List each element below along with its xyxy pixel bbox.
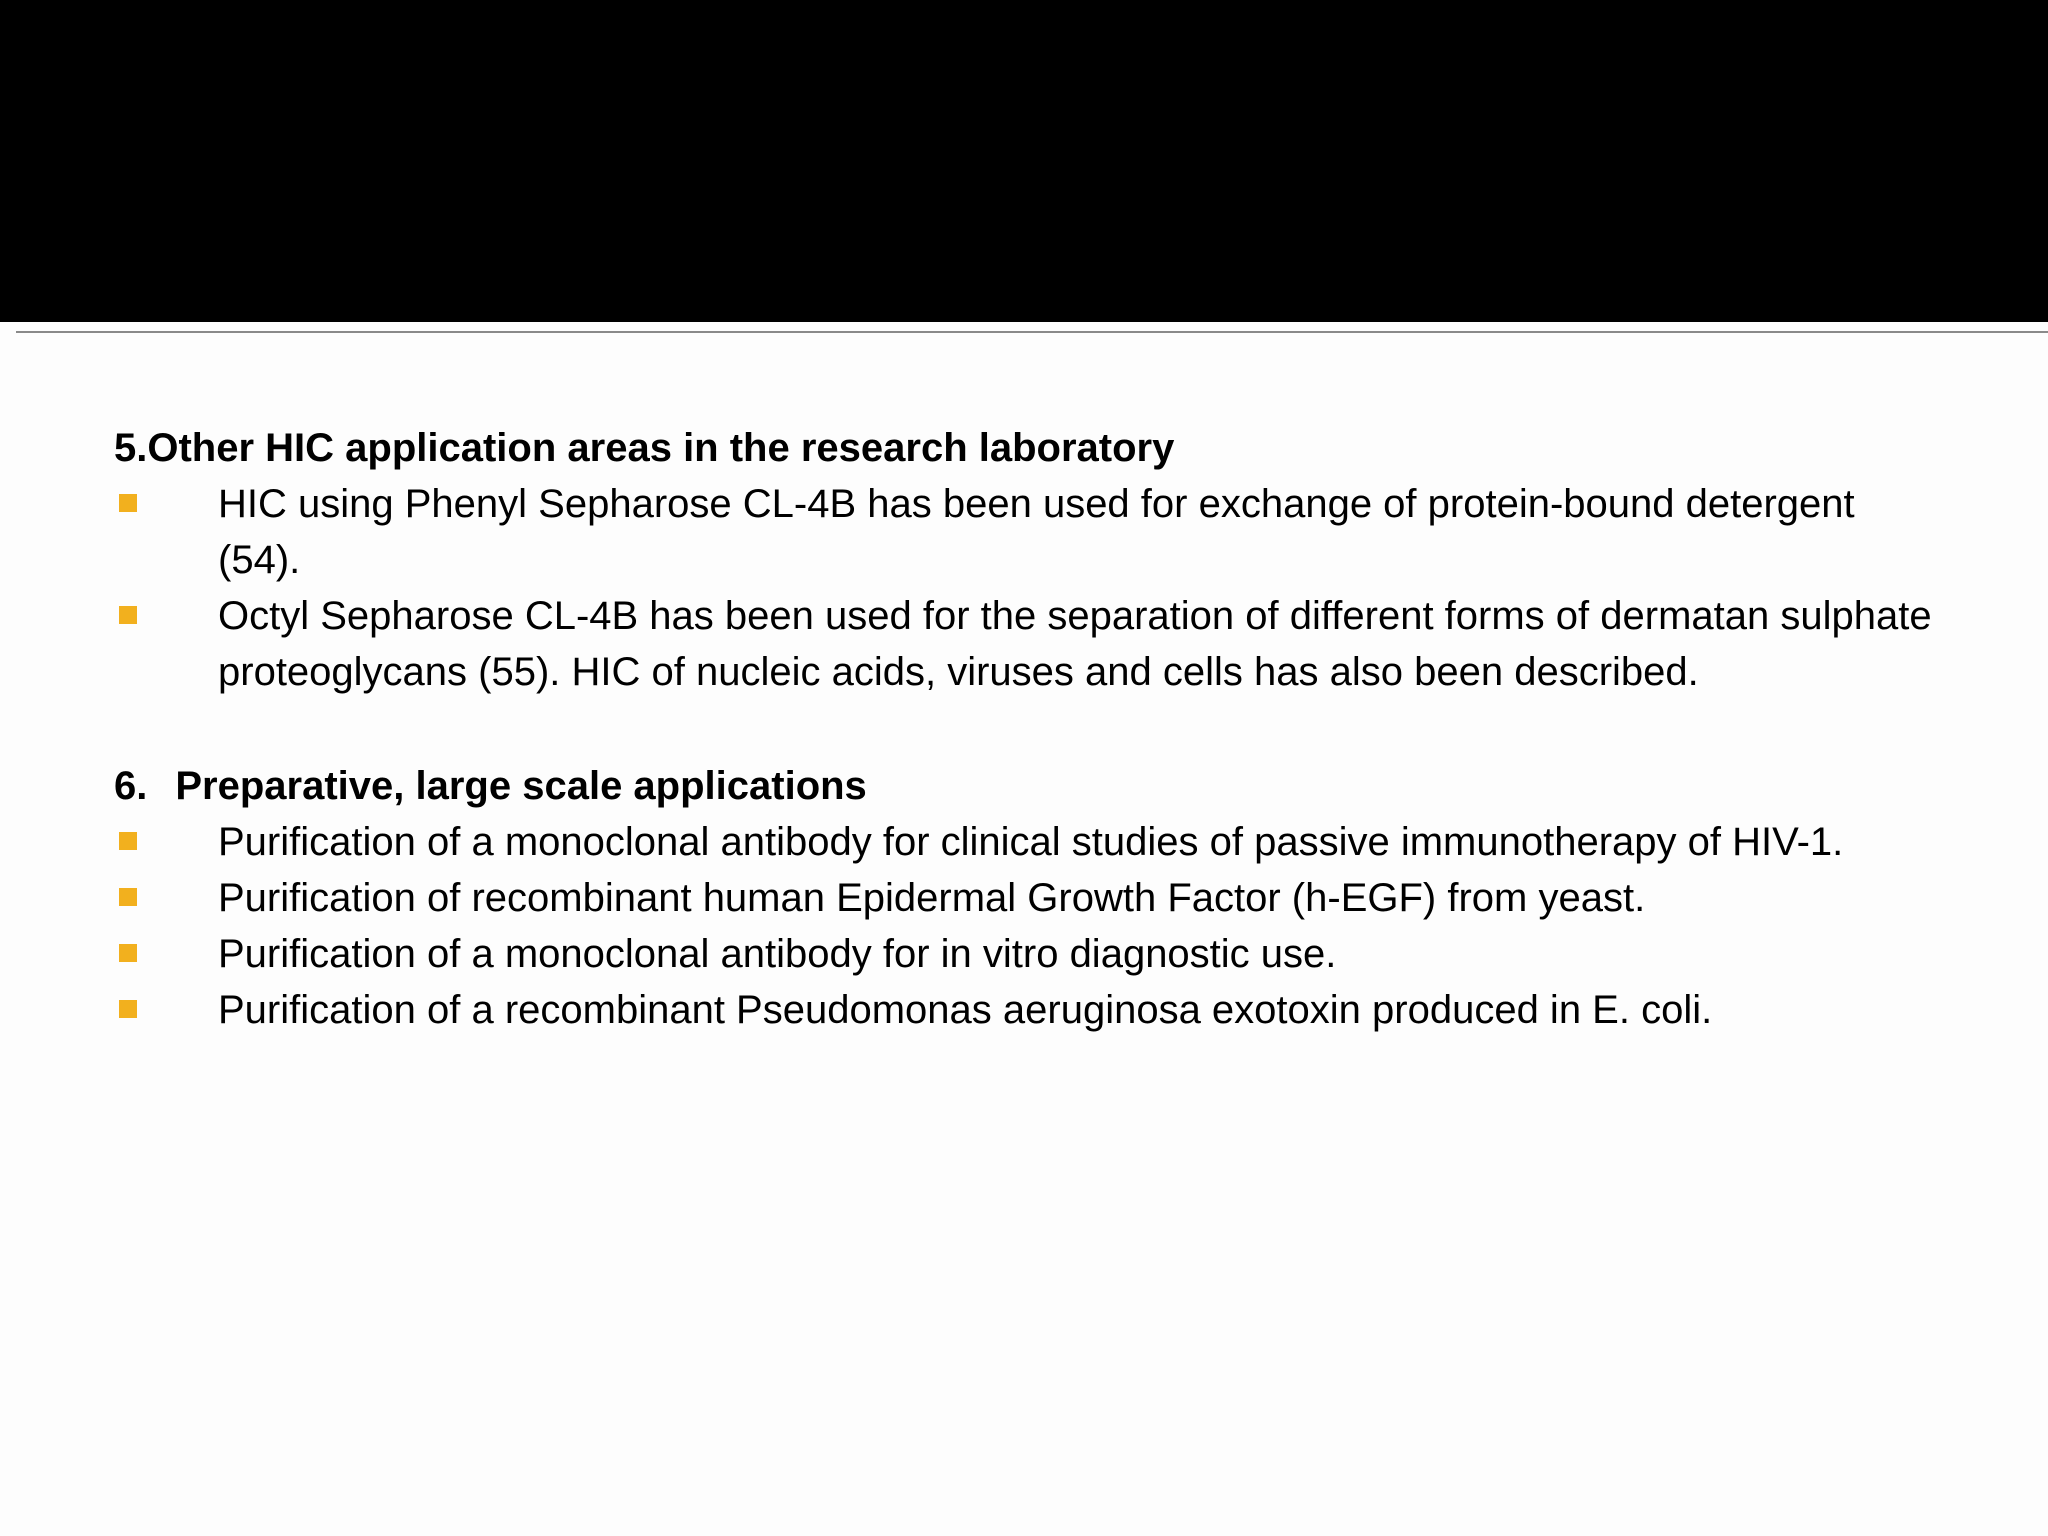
- bullet-list: [114, 476, 1934, 700]
- list-item: [114, 588, 1934, 700]
- list-item: [114, 814, 1934, 870]
- title-band: [0, 0, 2048, 322]
- list-item-text: Purification of a monoclonal antibody for in vitro diagnostic use.: [218, 932, 1337, 976]
- square-bullet-icon: [119, 888, 137, 906]
- list-item: [114, 476, 1934, 588]
- list-item-text: Purification of recombinant human Epidermal Growth Factor (h-EGF) from yeast.: [218, 876, 1646, 920]
- list-item-text: Purification of a recombinant Pseudomonas aeruginosa exotoxin produced in E. coli.: [218, 988, 1713, 1032]
- section-heading: [114, 420, 1934, 476]
- section-heading: [114, 758, 1934, 814]
- list-item-text: Purification of a monoclonal antibody for clinical studies of passive immunotherapy of HIV-1.: [218, 820, 1844, 864]
- square-bullet-icon: [119, 944, 137, 962]
- bullet-list: [114, 814, 1934, 1038]
- section-5: [114, 420, 1934, 700]
- square-bullet-icon: [119, 832, 137, 850]
- slide-content: [114, 420, 1934, 1038]
- section-title: Other HIC application areas in the research laboratory: [147, 426, 1175, 470]
- square-bullet-icon: [119, 494, 137, 512]
- square-bullet-icon: [119, 606, 137, 624]
- list-item: [114, 926, 1934, 982]
- list-item: [114, 870, 1934, 926]
- list-item-text: Octyl Sepharose CL-4B has been used for the separation of different forms of dermatan sulphate proteoglycans (55). HIC of nucleic acids, viruses and cells has also been described.: [218, 594, 1932, 694]
- square-bullet-icon: [119, 1000, 137, 1018]
- section-number: 6.: [114, 764, 148, 808]
- list-item-text: HIC using Phenyl Sepharose CL-4B has been used for exchange of protein-bound detergent (54).: [218, 482, 1855, 582]
- section-title: Preparative, large scale applications: [175, 764, 867, 808]
- section-number: 5.: [114, 426, 148, 470]
- list-item: [114, 982, 1934, 1038]
- divider-line: [16, 331, 2048, 333]
- section-6: [114, 758, 1934, 1038]
